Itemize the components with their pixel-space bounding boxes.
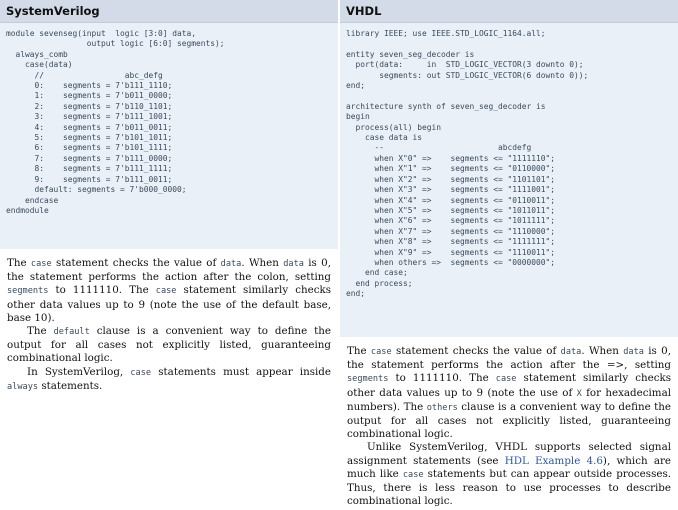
hdl-example-link[interactable]: HDL Example 4.6 — [504, 454, 603, 467]
systemverilog-code-block — [0, 23, 338, 249]
systemverilog-column — [0, 0, 338, 510]
systemverilog-paragraph-2: The default clause is a convenient way to define the output for all cases not explicitly listed, guaranteeing combinational logic. — [7, 325, 331, 365]
systemverilog-paragraph-3: In SystemVerilog, case statements must appear inside always statements. — [7, 365, 331, 392]
systemverilog-explanation — [0, 249, 338, 394]
systemverilog-code: module sevenseg(input logic [3:0] data, output logic [6:0] segments); always_comb case(data) // abc_defg 0: segments = 7'b111_1110; 1: segments = 7'b011_0000; 2: segments = 7'b110_1101; 3: segments = 7'b111_1001; 4: segments = 7'b011_0011; 5: segments = 7'b101_1011; 6: segments = 7'b101_1111; 7: segments = 7'b111_0000; 8: segments = 7'b111_1111; 9: segments = 7'b111_0011; default: segments = 7'b000_0000; endcase endmodule — [6, 29, 225, 215]
vhdl-code-block — [340, 23, 678, 337]
vhdl-column — [340, 0, 678, 510]
vhdl-explanation — [340, 337, 678, 508]
systemverilog-paragraph-1: The case statement checks the value of data. When data is 0, the statement performs the action after the colon, setting segments to 1111110. The case statement similarly checks other data values up to 9 (note the use of the default base, base 10). — [7, 257, 332, 324]
systemverilog-header: SystemVerilog — [0, 0, 338, 23]
vhdl-paragraph-1: The case statement checks the value of data. When data is 0, the statement performs the action after the =>, setting segments to 1111110. The case statement similarly checks other data values up to 9 (note the use of X for hexadecimal numbers). The others clause is a convenient way to define the output for all cases not explicitly listed, guaranteeing combinational logic. — [347, 345, 672, 441]
vhdl-code: library IEEE; use IEEE.STD_LOGIC_1164.all; entity seven_seg_decoder is port(data: in STD_LOGIC_VECTOR(3 downto 0); segments: out STD_LOGIC_VECTOR(6 downto 0)); end; architecture synth of seven_seg_decoder is begin process(all) begin case data is -- abcdefg when X"0" => segments <= "1111110"; when X"1" => segments <= "0110000"; when X"2" => segments <= "1101101"; when X"3" => segments <= "1111001"; when X"4" => segments <= "0110011"; when X"5" => segments <= "1011011"; when X"6" => segments <= "1011111"; when X"7" => segments <= "1110000"; when X"8" => segments <= "1111111"; when X"9" => segments <= "1110011"; when others => segments <= "0000000"; end case; end process; end; — [346, 29, 589, 299]
vhdl-header: VHDL — [340, 0, 678, 23]
vhdl-paragraph-2: Unlike SystemVerilog, VHDL supports selected signal assignment statements (see HDL Example 4.6), which are much like case statements but can appear outside processes. Thus, there is less reason to use processes to describe combinational logic. — [347, 441, 671, 508]
